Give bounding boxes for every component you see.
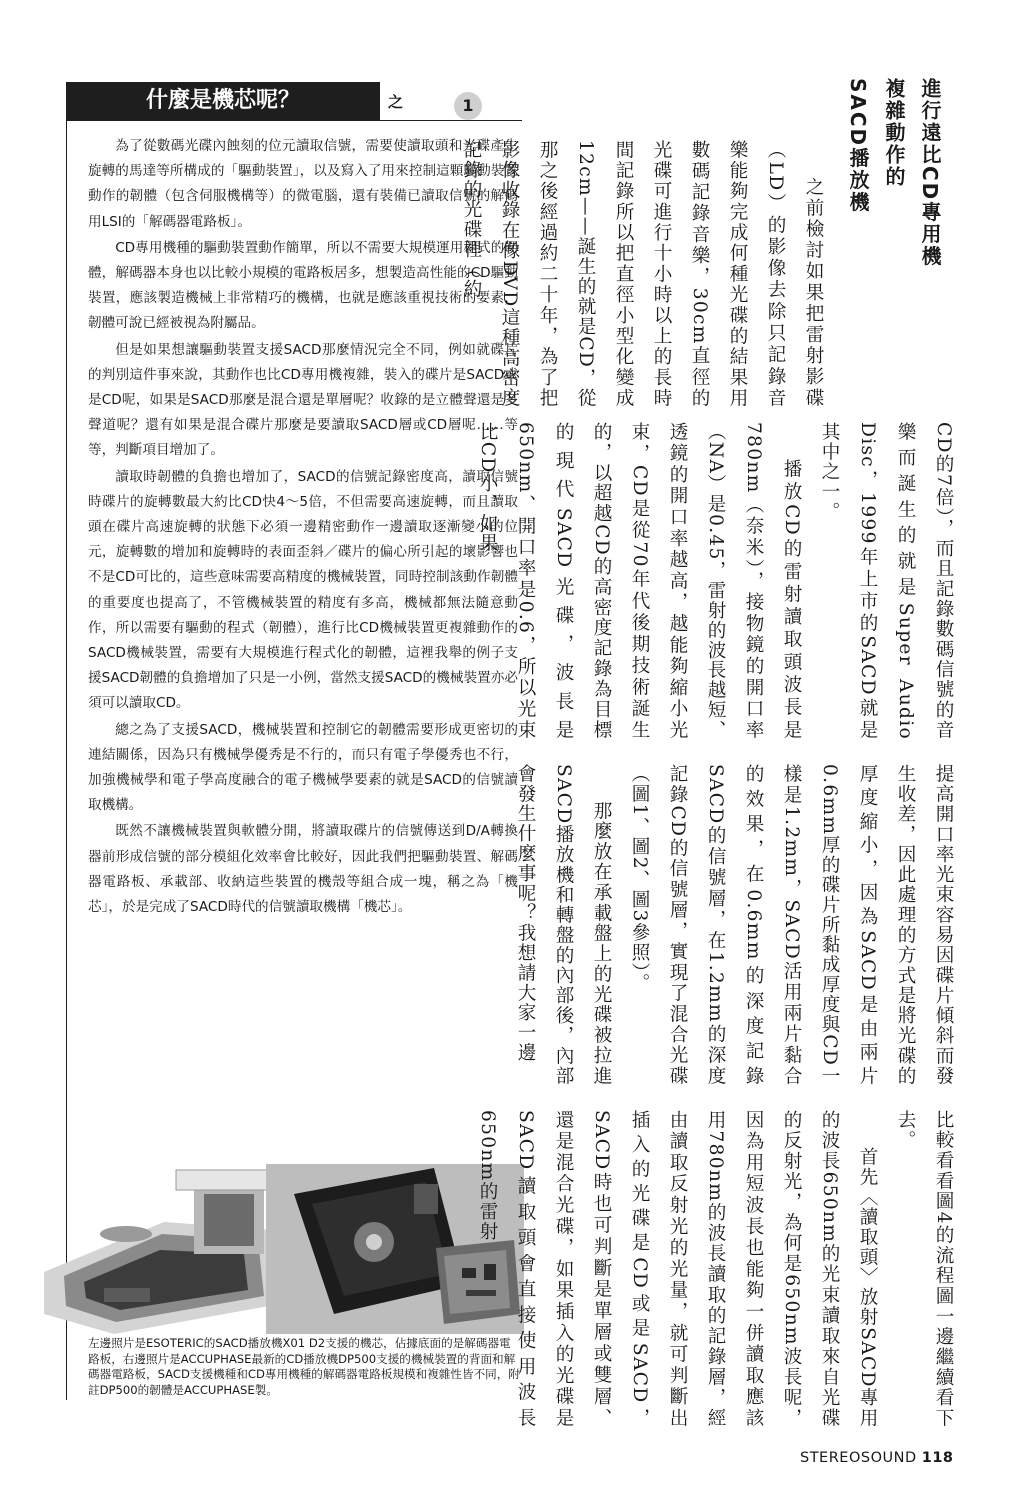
article-title-line: 複雜動作的	[882, 78, 906, 188]
page-number: 118	[921, 1450, 954, 1466]
sidebar-paragraph: 但是如果想讓驅動裝置支援SACD那麼情況完全不同，例如就碟片的判別這件事來說，其動作也比CD專用機複雜，裝入的碟片是SACD或是CD呢，如果是SACD那麼是混合還是單層呢？收錄的是立體聲還是多聲道呢？還有如果是混合碟片那麼是要讀取SACD層或CD層呢……等等，判斷項目增加了。	[88, 341, 518, 459]
body-block-2	[477, 422, 962, 740]
sidebar-paragraph: CD專用機種的驅動裝置動作簡單，所以不需要大規模運用程式的韌體，解碼器本身也以比較小規模的電路板居多，想製造高性能的CD驅動裝置，應該製造機械上非常精巧的機構，也就是應該重視技術的要素，韌體可說已經被視為附屬品。	[88, 239, 518, 332]
article-title-line: SACD播放機	[846, 78, 870, 214]
body-paragraph: 首先〈讀取頭〉放射SACD專用的波長650nm的光束讀取來自光碟的反射光，為何是650nm波長呢，因為用短波長也能夠一併讀取應該用780nm的波長讀取的記錄層，經由讀取反射光的光量，就可判斷出插入的光碟是CD或是SACD，SACD時也可判斷是單層或雙層、還是混合光碟，如果插入的光碟是SACD讀取頭會直接使用波長650nm的雷射	[477, 1110, 878, 1428]
body-paragraph: 播放CD的雷射讀取頭波長是780nm（奈米），接物鏡的開口率（NA）是0.45，雷射的波長越短、透鏡的開口率越高，越能夠縮小光束，CD是從70年代後期技術誕生的，以超越CD的高密度記錄為目標的現代SACD光碟，波長是650nm、開口率是0.6，所以光束比CD小，如果	[477, 422, 802, 740]
magazine-name: STEREOSOUND	[800, 1450, 922, 1466]
body-block-4	[477, 1110, 962, 1428]
body-paragraph: 提高開口率光束容易因碟片傾斜而發生收差，因此處理的方式是將光碟的厚度縮小，因為SACD是由兩片0.6mm厚的碟片所黏成厚度與CD一樣是1.2mm，SACD活用兩片黏合的效果，在0.6mm的深度記錄SACD的信號層，在1.2mm的深度記錄CD的信號層，實現了混合光碟（圖1、圖2、圖3參照）。	[629, 764, 954, 1086]
body-paragraph: 比較看看圖4的流程圖一邊繼續看下去。	[895, 1110, 954, 1428]
sidebar-paragraph: 既然不讓機械裝置與軟體分開，將讀取碟片的信號傳送到D/A轉換器前形成信號的部分模組化效率會比較好，因此我們把驅動裝置、解碼器電路板、承載部、收納這些裝置的機殼等組合成一塊，稱之為「機芯」，於是完成了SACD時代的信號讀取機構「機芯」。	[88, 823, 518, 916]
body-paragraph: CD的7倍），而且記錄數碼信號的音樂而誕生的就是Super Audio Disc，1999年上市的SACD就是其中之一。	[819, 422, 954, 740]
sidebar-title: 什麼是機芯呢？	[66, 82, 380, 120]
sidebar-paragraph: 讀取時韌體的負擔也增加了，SACD的信號記錄密度高，讀取信號時碟片的旋轉數最大約比CD快4～5倍，不但需要高速旋轉，而且讀取頭在碟片高速旋轉的狀態下必須一邊精密動作一邊讀取逐漸變小的位元，旋轉數的增加和旋轉時的表面歪斜／碟片的偏心所引起的壞影響也不是CD可比的，這些意味需要高精度的機械裝置，同時控制該動作韌體的重要度也提高了，不管機械裝置的精度有多高，機械都無法隨意動作，所以需要有驅動的程式（韌體），進行比CD機械裝置更複雜動作的SACD機械裝置，需要有大規模進行程式化的韌體，這裡我舉的例子支援SACD韌體的負擔增加了只是一小例，當然支援SACD的機械裝置亦必須可以讀取CD。	[88, 468, 518, 712]
body-block-3	[515, 764, 962, 1086]
sidebar-top-rule	[66, 120, 522, 121]
body-paragraph: 那麼放在承載盤上的光碟被拉進SACD播放機和轉盤的內部後，內部會發生什麼事呢？我想請大家一邊	[515, 764, 612, 1086]
mechanism-photos	[44, 1164, 524, 1334]
esoteric-mechanism-photo	[44, 1170, 280, 1334]
body-block-1	[461, 140, 832, 408]
sidebar-paragraph: 為了從數碼光碟內蝕刻的位元讀取信號，需要使讀取頭和光碟產生旋轉的馬達等所構成的「驅動裝置」，以及寫入了用來控制這顆驅動裝置動作的韌體（包含伺服機構等）的微電腦，還有裝備已讀取信號的解碼用LSI的「解碼器電路板」。	[88, 138, 518, 230]
body-paragraph: 之前檢討如果把雷射影碟（LD）的影像去除只記錄音樂能夠完成何種光碟的結果用數碼記錄音樂，30cm直徑的光碟可進行十小時以上的長時間記錄所以把直徑小型化變成12cm——誕生的就是CD，從那之後經過約二十年，為了把影像收錄在像DVD這種高密度記錄的光碟裡（約	[461, 140, 824, 408]
photo-caption: 左邊照片是ESOTERIC的SACD播放機X01 D2支援的機芯，佔據底面的是解碼器電路板，右邊照片是ACCUPHASE最新的CD播放機DP500支援的機械裝置的背面和解碼器電路板，SACD支援機種和CD專用機種的解碼器電路板規模和複雜性皆不同，附註DP500的韌體是ACCUPHASE製。	[88, 1336, 520, 1397]
sidebar-number-label: 之	[388, 93, 404, 111]
sidebar-number-badge: 1	[454, 92, 482, 120]
article-title-line: 進行遠比CD專用機	[918, 78, 942, 268]
page-footer	[800, 1450, 954, 1466]
sidebar-paragraph: 總之為了支援SACD，機械裝置和控制它的韌體需要形成更密切的連結關係，因為只有機械學優秀是不行的，而只有電子學優秀也不行，加強機械學和電子學高度融合的電子機械學要素的就是SACD的信號讀取機構。	[88, 721, 518, 814]
article-title	[838, 78, 948, 358]
